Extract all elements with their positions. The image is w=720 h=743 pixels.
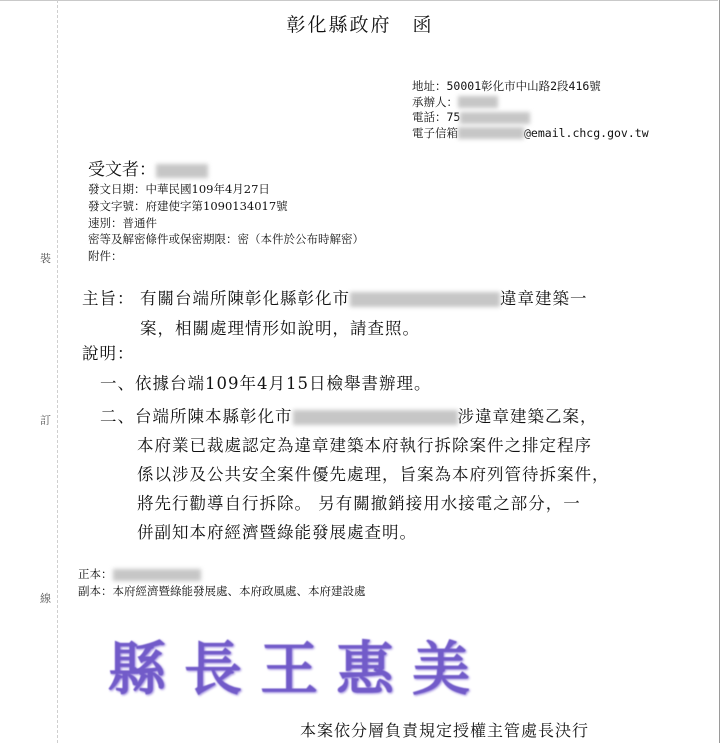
speed-class: 速別：普通件	[88, 215, 157, 230]
subject-label: 主旨：	[82, 289, 135, 308]
secrecy-level: 密等及解密條件或保密期限：密（本件於公布時解密）	[88, 232, 364, 247]
redaction	[458, 127, 524, 139]
issue-date: 發文日期：中華民國109年4月27日	[88, 182, 270, 196]
subject-line-1: 有關台端所陳彰化縣彰化市 違章建築一	[140, 289, 588, 308]
original-recipient: 正本：	[78, 566, 366, 583]
handler-line: 承辦人：	[412, 95, 649, 111]
redaction	[458, 96, 498, 108]
binding-mark-zhuang: 裝	[40, 252, 51, 265]
binding-mark-xian: 線	[40, 592, 51, 605]
item2-line-1: 二、台端所陳本縣彰化市 涉違章建築乙案，	[100, 407, 598, 426]
meta-block	[88, 181, 364, 265]
explanation-item-1: 一、依據台端109年4月15日檢舉書辦理。	[100, 374, 432, 393]
binding-line	[57, 0, 58, 743]
recipient-line: 受文者：	[88, 155, 208, 180]
item2-line-4: 將先行勸導自行拆除。 另有關撤銷接用水接電之部分，一	[137, 494, 581, 513]
stamp-text: 縣長王惠美	[108, 635, 489, 703]
address-line: 地址：50001彰化市中山路2段416號	[412, 79, 601, 93]
official-signature-stamp	[100, 618, 620, 703]
copies-block	[78, 566, 366, 600]
redaction	[293, 410, 458, 425]
attachment-line: 附件：	[88, 249, 123, 264]
contact-block	[412, 79, 649, 141]
phone-line: 電話：75	[412, 110, 649, 126]
explanation-label: 說明：	[82, 344, 135, 363]
binding-mark-ding: 訂	[40, 414, 51, 427]
item2-line-5: 併副知本府經濟暨綠能發展處查明。	[137, 523, 417, 542]
redaction	[460, 112, 530, 124]
subject-line-2: 案，相關處理情形如說明，請查照。	[140, 319, 420, 338]
redaction	[350, 292, 500, 307]
document-title: 彰化縣政府 函	[286, 14, 434, 36]
item2-line-2: 本府業已裁處認定為違章建築本府執行拆除案件之排定程序	[137, 436, 592, 455]
copy-recipients: 副本：本府經濟暨綠能發展處、本府政風處、本府建設處	[78, 584, 366, 598]
document-number: 發文字號：府建使字第1090134017號	[88, 198, 288, 213]
authorization-note: 本案依分層負責規定授權主管處長決行	[300, 721, 590, 740]
item2-line-3: 係以涉及公共安全案件優先處理，旨案為本府列管待拆案件，	[137, 465, 610, 484]
explanation-item-2	[100, 402, 610, 547]
redaction	[156, 164, 208, 178]
redaction	[113, 569, 201, 581]
email-line: 電子信箱 @email.chcg.gov.tw	[412, 125, 649, 140]
